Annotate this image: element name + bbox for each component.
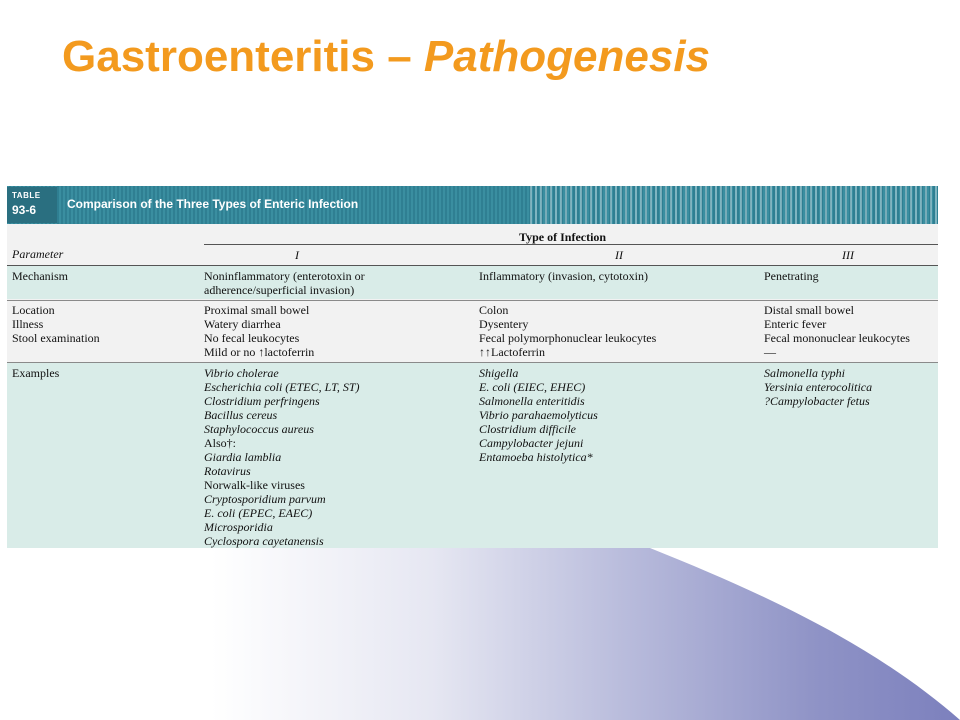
mechanism-label	[12, 269, 68, 283]
organism-name: Salmonella typhi	[764, 366, 845, 380]
examples-type-i	[204, 366, 360, 548]
mechanism-type-iii	[764, 269, 819, 283]
cell-line: —	[764, 345, 776, 359]
table-tag-number: 93-6	[12, 203, 37, 217]
examples-type-ii	[479, 366, 598, 464]
cell-line: Mild or no ↑lactoferrin	[204, 345, 315, 359]
organism-name: Microsporidia	[204, 520, 273, 534]
examples-type-iii	[764, 366, 872, 408]
organism-name: Cyclospora cayetanensis	[204, 534, 324, 548]
col-header-ii: II	[615, 248, 623, 262]
slide-title-italic: Pathogenesis	[423, 32, 711, 81]
features-type-i	[204, 303, 314, 359]
features-type-iii	[764, 303, 910, 359]
row-label: Stool examination	[12, 331, 100, 345]
type-of-infection-header: Type of Infection	[519, 230, 607, 244]
organism-name: ?Campylobacter fetus	[764, 394, 870, 408]
cell-line: Fecal polymorphonuclear leukocytes	[479, 331, 657, 345]
mechanism-type-ii	[479, 269, 648, 283]
cell-line: No fecal leukocytes	[204, 331, 300, 345]
cell-line: Noninflammatory (enterotoxin or	[204, 269, 365, 283]
mechanism-type-i	[204, 269, 365, 297]
also-label: Also†:	[204, 436, 237, 450]
cell-line: adherence/superficial invasion)	[204, 283, 355, 297]
cell-line: Penetrating	[764, 269, 819, 283]
cell-line: Proximal small bowel	[204, 303, 310, 317]
organism-name: Salmonella enteritidis	[479, 394, 585, 408]
cell-line: Dysentery	[479, 317, 529, 331]
slide-title-main: Gastroenteritis –	[62, 32, 412, 81]
organism-name: E. coli (EIEC, EHEC)	[479, 380, 586, 394]
parameter-header: Parameter	[12, 247, 64, 261]
comparison-table	[7, 186, 938, 548]
organism-name: Staphylococcus aureus	[204, 422, 314, 436]
table-number-tag	[7, 187, 57, 223]
organism-name: Rotavirus	[204, 464, 251, 478]
organism-name: Clostridium difficile	[479, 422, 577, 436]
organism-name: Cryptosporidium parvum	[204, 492, 326, 506]
cell-line: Colon	[479, 303, 509, 317]
caption-bar-texture	[527, 186, 938, 224]
cell-line: Fecal mononuclear leukocytes	[764, 331, 910, 345]
col-header-i: I	[295, 248, 299, 262]
row-label: Location	[12, 303, 55, 317]
cell-line: ↑↑Lactoferrin	[479, 345, 545, 359]
cell-line: Inflammatory (invasion, cytotoxin)	[479, 269, 648, 283]
row-label: Illness	[12, 317, 44, 331]
organism-name: Clostridium perfringens	[204, 394, 320, 408]
organism-name: Campylobacter jejuni	[479, 436, 584, 450]
features-labels	[12, 303, 100, 345]
row-label: Mechanism	[12, 269, 68, 283]
slide-title	[62, 32, 710, 82]
row-label: Examples	[12, 366, 60, 380]
organism-name: Escherichia coli (ETEC, LT, ST)	[204, 380, 360, 394]
group-header-rule	[204, 244, 938, 245]
cell-line: Distal small bowel	[764, 303, 854, 317]
organism-name: Yersinia enterocolitica	[764, 380, 873, 394]
organism-name: Entamoeba histolytica*	[479, 450, 593, 464]
mechanism-bottom-rule	[7, 300, 938, 301]
organism-name: Bacillus cereus	[204, 408, 278, 422]
organism-name: Giardia lamblia	[204, 450, 282, 464]
features-type-ii	[479, 303, 656, 359]
table-tag-label: TABLE	[12, 191, 41, 200]
cell-line: Enteric fever	[764, 317, 827, 331]
examples-label	[12, 366, 59, 380]
organism-name: Shigella	[479, 366, 519, 380]
organism-name: Vibrio parahaemolyticus	[479, 408, 598, 422]
table-caption-bar	[7, 186, 938, 224]
organism-name: E. coli (EPEC, EAEC)	[204, 506, 313, 520]
organism-name: Vibrio cholerae	[204, 366, 279, 380]
cell-line: Watery diarrhea	[204, 317, 281, 331]
organism-name: Norwalk-like viruses	[204, 478, 305, 492]
col-header-iii: III	[842, 248, 854, 262]
table-caption: Comparison of the Three Types of Enteric Infection	[67, 197, 359, 211]
